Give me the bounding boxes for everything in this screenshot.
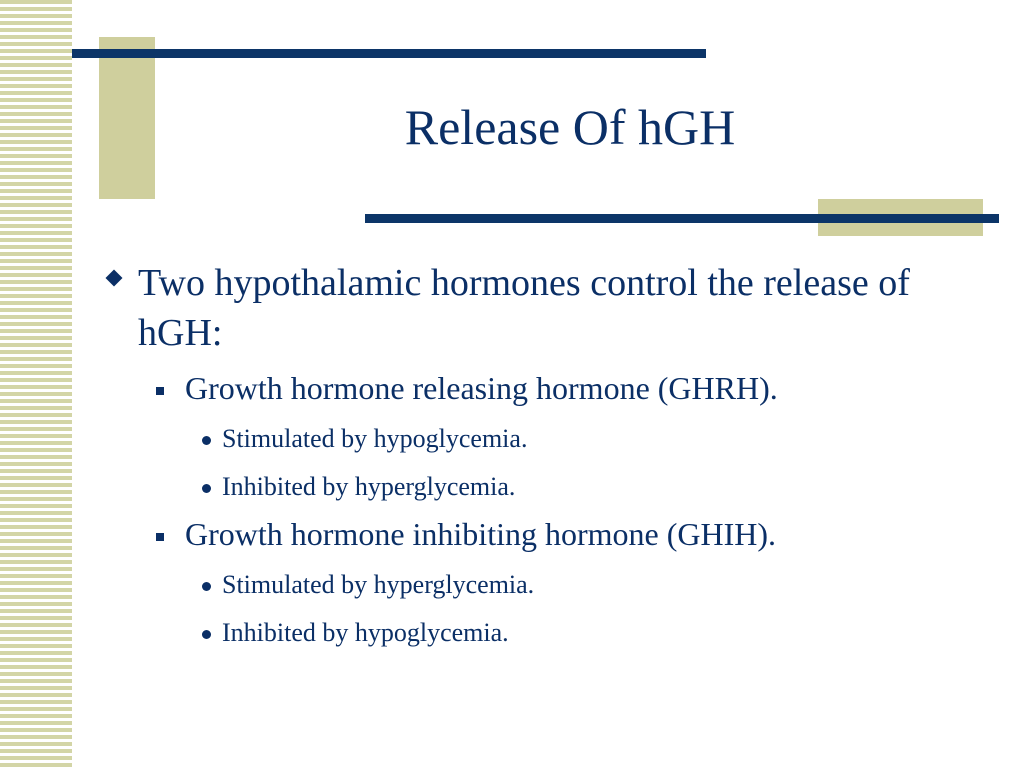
bullet-level2-text: Growth hormone releasing hormone (GHRH). [185,370,778,406]
bullet-level3-text: Inhibited by hyperglycemia. [222,472,516,501]
tan-accent-block-left [99,37,155,199]
bullet-level2-item [100,368,1000,408]
bullet-level2-item [100,514,1000,554]
bullet-level3-text: Inhibited by hypoglycemia. [222,618,509,647]
top-accent-line [72,49,706,58]
square-bullet-icon [156,387,164,395]
diamond-bullet-icon [106,270,123,287]
bullet-level3-item [100,422,1000,456]
round-bullet-icon [202,582,211,591]
striped-sidebar-decoration [0,0,72,768]
bullet-level3-text: Stimulated by hyperglycemia. [222,570,535,599]
bullet-level3-item [100,470,1000,504]
square-bullet-icon [156,533,164,541]
round-bullet-icon [202,484,211,493]
bullet-level3-item [100,568,1000,602]
round-bullet-icon [202,630,211,639]
bullet-list [100,258,1000,650]
bullet-level3-item [100,616,1000,650]
bullet-level2-text: Growth hormone inhibiting hormone (GHIH). [185,516,777,552]
bottom-accent-line [365,214,999,223]
bullet-level1-text: Two hypothalamic hormones control the release of hGH: [138,262,910,354]
slide-title: Release Of hGH [404,99,736,155]
bullet-level1-item [100,258,1000,358]
round-bullet-icon [202,436,211,445]
bullet-level3-text: Stimulated by hypoglycemia. [222,424,528,453]
